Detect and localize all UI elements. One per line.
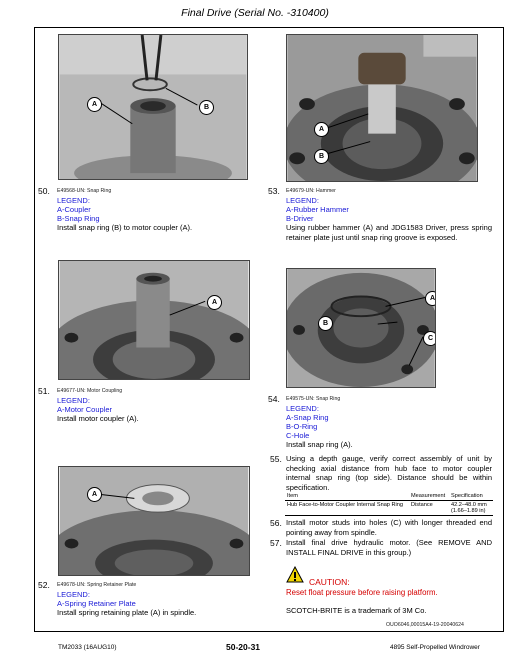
- step-52-instruction: Install spring retaining plate (A) in spindle.: [57, 608, 197, 617]
- warning-triangle-icon: [286, 566, 304, 583]
- step-50-legend-b: B-Snap Ring: [57, 214, 100, 223]
- step-50-legend-title: LEGEND:: [57, 196, 90, 205]
- step-56-number: 56.: [270, 518, 282, 528]
- spec-header-specification: Specification: [451, 493, 483, 499]
- step-53-legend-a: A-Rubber Hammer: [286, 205, 349, 214]
- photo-snap-ring: [58, 34, 248, 180]
- step-54-legend-a: A-Snap Ring: [286, 413, 329, 422]
- trademark-note: SCOTCH-BRITE is a trademark of 3M Co.: [286, 606, 427, 615]
- step-51-instruction: Install motor coupler (A).: [57, 414, 139, 423]
- step-52-image-code: E49678-UN: Spring Retainer Plate: [57, 582, 137, 588]
- photo-snap-ring-oring: [286, 268, 436, 388]
- photo-motor-coupling: [58, 260, 250, 380]
- step-54-legend-title: LEGEND:: [286, 404, 319, 413]
- step-54-image-code: E49575-UN: Snap Ring: [286, 396, 341, 402]
- step-54-legend-b: B-O-Ring: [286, 422, 318, 431]
- step-54-instruction: Install snap ring (A).: [286, 440, 353, 449]
- step-51-image-code: E49677-UN: Motor Coupling: [57, 388, 123, 394]
- callout-b: B: [318, 316, 333, 331]
- step-55-instruction: Using a depth gauge, verify correct assembly of unit by checking axial distance from hub face to motor coupler internal snap ring (top side). Distance should be within specification.: [286, 454, 492, 492]
- step-50-number: 50.: [38, 186, 50, 196]
- callout-a: A: [87, 487, 102, 502]
- step-51-legend-a: A-Motor Coupler: [57, 405, 113, 414]
- spec-header-measurement: Measurement: [411, 493, 446, 499]
- step-52-legend-a: A-Spring Retainer Plate: [57, 599, 136, 608]
- step-50-image-code: E49568-UN: Snap Ring: [57, 188, 112, 194]
- step-52-legend-title: LEGEND:: [57, 590, 90, 599]
- page-title: Final Drive (Serial No. -310400): [181, 7, 329, 19]
- spec-value-metric: 42.2–48.0 mm: [451, 502, 487, 508]
- spec-row-item: Hub Face-to-Motor Coupler Internal Snap Ring: [287, 502, 403, 508]
- step-53-legend-b: B-Driver: [286, 214, 314, 223]
- step-55-number: 55.: [270, 454, 282, 464]
- step-53-legend-title: LEGEND:: [286, 196, 319, 205]
- step-53-number: 53.: [268, 186, 280, 196]
- caution-text: Reset float pressure before raising platform.: [286, 588, 438, 597]
- footer-product-name: 4895 Self-Propelled Windrower: [390, 644, 480, 651]
- spec-row-measurement: Distance: [411, 502, 433, 508]
- spec-value-imperial: (1.66–1.89 in): [451, 508, 486, 514]
- callout-a: A: [87, 97, 102, 112]
- step-51-number: 51.: [38, 386, 50, 396]
- callout-a: A: [425, 291, 436, 306]
- step-57-instruction: Install final drive hydraulic motor. (See REMOVE AND INSTALL FINAL DRIVE in this group.): [286, 538, 492, 557]
- footer-manual-code: TM2033 (16AUG10): [58, 644, 117, 651]
- spec-row-specification: [449, 501, 493, 516]
- spec-table: [285, 492, 493, 516]
- caution-title: CAUTION:: [309, 577, 350, 587]
- step-52-number: 52.: [38, 580, 50, 590]
- step-54-legend-c: C-Hole: [286, 431, 310, 440]
- callout-a: A: [207, 295, 222, 310]
- step-53-image-code: E49679-UN: Hammer: [286, 188, 336, 194]
- step-53-instruction: Using rubber hammer (A) and JDG1583 Driver, press spring retainer plate just until snap ring groove is exposed.: [286, 223, 492, 242]
- step-56-instruction: Install motor studs into holes (C) with longer threaded end pointing away from spindle.: [286, 518, 492, 537]
- callout-c: C: [423, 331, 436, 346]
- step-50-instruction: Install snap ring (B) to motor coupler (A).: [57, 223, 193, 232]
- callout-b: B: [199, 100, 214, 115]
- spec-header-item: Item: [287, 493, 298, 499]
- step-54-number: 54.: [268, 394, 280, 404]
- callout-a: A: [314, 122, 329, 137]
- photo-hammer: [286, 34, 478, 182]
- document-id: OUO6046,00015A4-19-20040624: [386, 622, 464, 628]
- photo-spring-retainer-plate: [58, 466, 250, 576]
- step-51-legend-title: LEGEND:: [57, 396, 90, 405]
- step-57-number: 57.: [270, 538, 282, 548]
- callout-b: B: [314, 149, 329, 164]
- step-50-legend-a: A-Coupler: [57, 205, 91, 214]
- footer-page-number: 50-20-31: [226, 642, 261, 652]
